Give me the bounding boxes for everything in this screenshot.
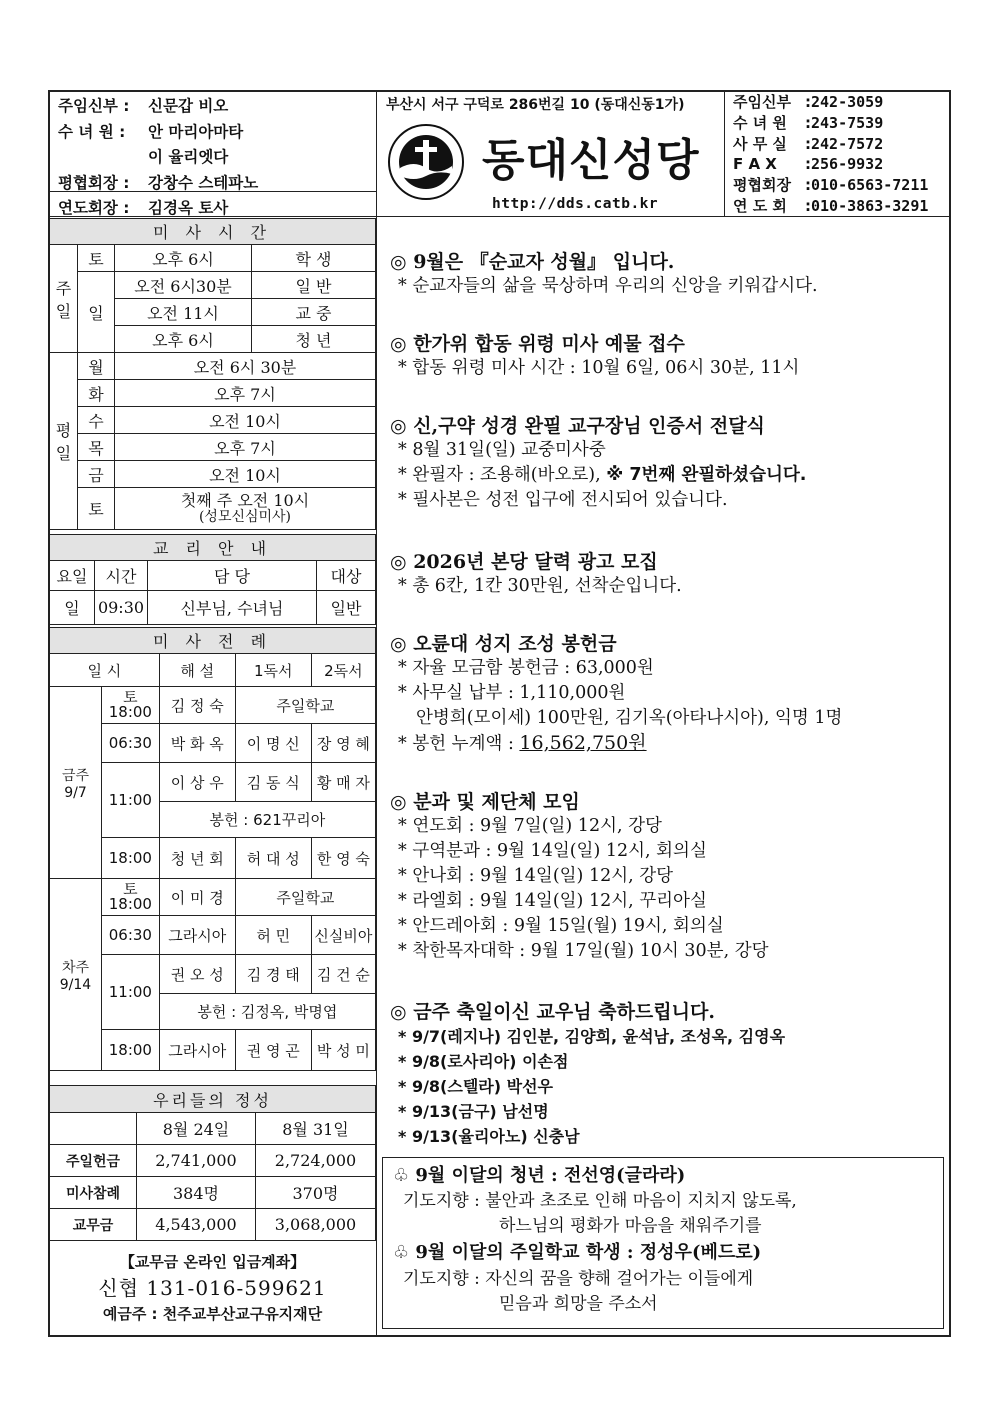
church-logo	[386, 122, 466, 202]
staff-row: 이 율리엣다	[148, 148, 229, 166]
week-label: 차주 9/14	[50, 879, 102, 1071]
weekday-label: 평 일	[50, 353, 78, 530]
staff-list	[58, 94, 258, 222]
catechism-title: 교 리 안 내	[50, 535, 376, 561]
contact-row: 평협회장 :010-6563-7211	[733, 176, 929, 195]
notice: ◎ 금주 축일이신 교우님 축하드립니다. * 9/7(레지나) 김인분, 김양희, 윤석남, 조성옥, 김영옥 * 9/8(로사리아) 이손점 * 9/8(스텔라) 박선우 * 9/13(금구) 남선명 * 9/13(율리아노) 신충남	[390, 1001, 786, 1146]
contact-row: 사 무 실 :242-7572	[733, 134, 884, 153]
staff-divider	[48, 191, 376, 192]
notice: ◎ 9월은 『순교자 성월』 입니다. * 순교자들의 삶을 묵상하며 우리의 신앙을 키워갑시다.	[390, 251, 818, 296]
notices	[390, 250, 950, 1149]
header-divider	[724, 90, 725, 216]
liturgy-title: 미 사 전 례	[50, 628, 376, 654]
offering-title: 우리들의 정성	[50, 1086, 376, 1113]
catechism-table: 교 리 안 내 요일 시간 담 당 대상 일 09:30 신부님, 수녀님 일반	[49, 534, 376, 625]
contact-row: 주임신부 :242-3059	[733, 93, 884, 111]
contact-row: 수 녀 원 :243-7539	[733, 113, 884, 132]
main-divider	[376, 90, 377, 1337]
notice: ◎ 분과 및 제단체 모임 * 연도회 : 9월 7일(일) 12시, 강당 * 구역분과 : 9월 14일(일) 12시, 회의실 * 안나회 : 9월 14일(일) 12시, 강당 * 라엘회 : 9월 14일(일) 12시, 꾸리아실 * 안드레아회 : 9월 15일(월) 19시, 회의실 * 착한목자대학 : 9월 17일(월) 10시 30분, 강당	[390, 791, 769, 961]
liturgy-table: 미 사 전 례 일 시 해 설 1독서 2독서 금주 9/7 토 18:00 김 정 숙 주일학교 06:30 박 화 옥 이 명 신 장 영 혜 11:00 이 상 우 김 동 식 황 매 자 봉헌 : 621꾸리아 18:00 청 년 회 허 대 성 한 영 숙 차주 9/14 토 18:00 이 미 경 주일학교 06:30 그라시아 허 민 신실비아 11:00 권 오 성 김 경 태 김 건 순 봉헌 : 김정옥, 박명엽 18:00 그라시아 권 영 곤 박 성 미	[49, 627, 376, 1071]
staff-row: 수 녀 원 : 안 마리아마타	[58, 122, 244, 141]
staff-row: 평협회장 : 강창수 스테파노	[58, 173, 259, 192]
notice: ◎ 한가위 합동 위령 미사 예물 접수 * 합동 위령 미사 시간 : 10월 6일, 06시 30분, 11시	[390, 333, 800, 378]
notice: ◎ 신,구약 성경 완필 교구장님 인증서 전달식 * 8월 31일(일) 교중미사중 * 완필자 : 조용해(바오로), ※ 7번째 완필하셨습니다. * 필사본은 성전 입구에 전시되어 있습니다.	[390, 415, 807, 510]
mass-times-table: 미 사 시 간 주 일 토 오후 6시 학 생 일 오전 6시30분 일 반 오전 11시 교 중 오후 6시 청 년 평 일 월 오전 6시 30분 화 오후 7시 수 오전 10시 목 오후 7시 금 오전 10시 토 첫째 주 오전 10시 (성모신심미사)	[49, 218, 376, 530]
notice: ◎ 오륜대 성지 조성 봉헌금 * 자율 모금함 봉헌금 : 63,000원 * 사무실 납부 : 1,110,000원 안병희(모이세) 100만원, 김기옥(아타나시아), 익명 1명 * 봉헌 누계액 : 16,562,750원	[390, 633, 843, 754]
week-label: 금주 9/7	[50, 687, 102, 879]
staff-row: 연도회장 : 김경옥 토사	[58, 199, 229, 217]
church-name: 동대신성당	[482, 135, 700, 186]
prayer-box: ♧ 9월 이달의 청년 : 전선영(글라라) 기도지향 : 불안과 초조로 인해 마음이 지치지 않도록, 하느님의 평화가 마음을 채워주기를 ♧ 9월 이달의 주일학교 학생 : 정성우(베드로) 기도지향 : 자신의 꿈을 향해 걸어가는 이들에게 믿음과 희망을 주소서	[382, 1157, 944, 1329]
contact-row: 연 도 회 :010-3863-3291	[733, 196, 929, 215]
offering-table: 우리들의 정성 8월 24일 8월 31일 주일헌금 2,741,000 2,724,000 미사참례 384명 370명 교무금 4,543,000 3,068,000	[49, 1085, 376, 1241]
sunday-sub-label: 일	[78, 272, 115, 353]
sunday-label: 주 일	[50, 245, 78, 353]
contact-row: F A X :256-9932	[733, 155, 884, 174]
church-address: 부산시 서구 구덕로 286번길 10 (동대신동1가)	[386, 97, 685, 113]
staff-row: 주임신부 : 신문갑 비오	[58, 97, 229, 115]
contact-list	[733, 92, 928, 217]
church-url[interactable]: http://dds.catb.kr	[492, 196, 659, 212]
bank-info: 【교무금 온라인 입금계좌】 신협 131-016-599621 예금주 : 천주교부산교구유지재단	[98, 1253, 327, 1323]
mass-times-title: 미 사 시 간	[50, 219, 376, 245]
notice: ◎ 2026년 본당 달력 광고 모집 * 총 6칸, 1칸 30만원, 선착순입니다.	[390, 551, 682, 596]
